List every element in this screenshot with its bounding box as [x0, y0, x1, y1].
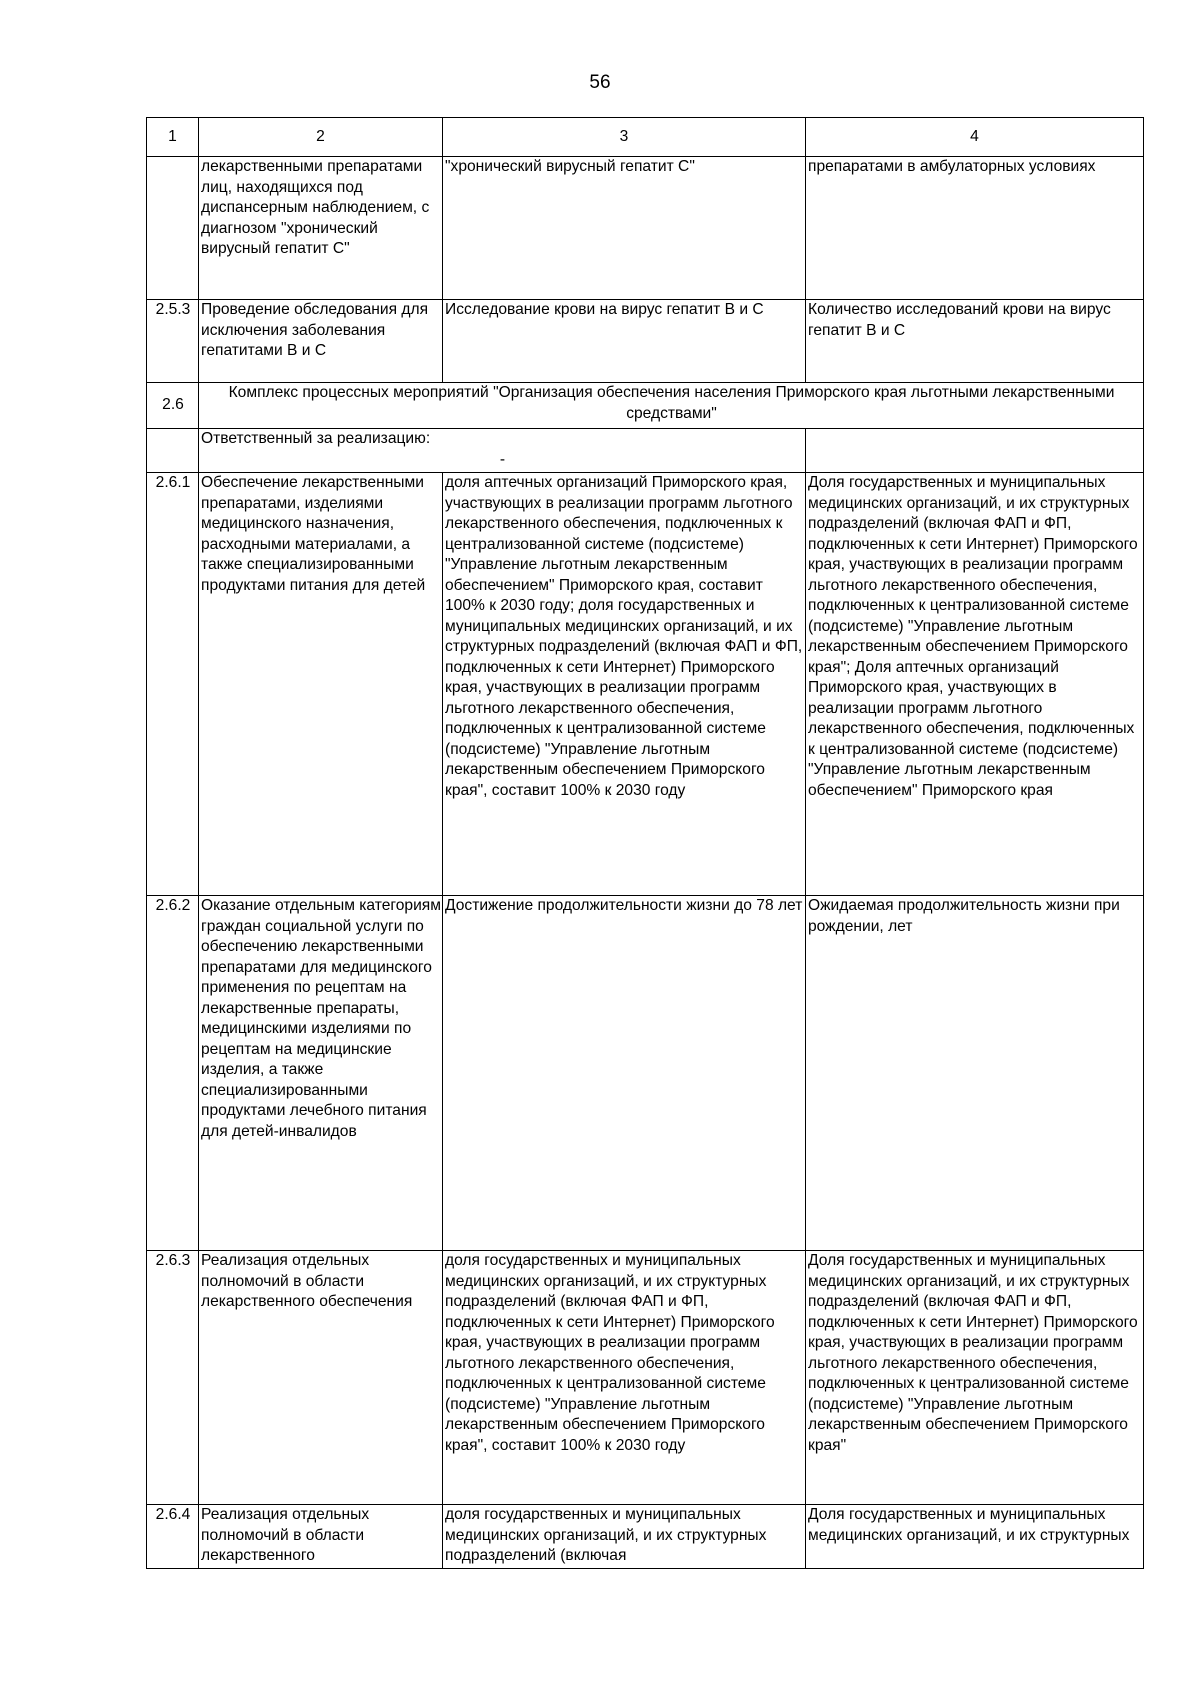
section-title: Комплекс процессных мероприятий "Организация обеспечения населения Приморского края льготными лекарственными средствами"	[199, 383, 1144, 429]
responsible-value: -	[499, 450, 506, 468]
table-row	[147, 896, 1144, 1251]
measures-table	[146, 117, 1144, 1569]
indicator-cell: Доля государственных и муниципальных медицинских организаций, и их структурных подразделений (включая ФАП и ФП, подключенных к сети Интернет) Приморского края, участвующих в реализации программ льготного лекарственного обеспечения, подключенных к централизованной системе (подсистеме) "Управление льготным лекарственным обеспечением Приморского края"	[806, 1251, 1144, 1505]
column-header: 1	[147, 118, 199, 157]
responsible-row	[147, 429, 1144, 473]
indicator-cell: Доля государственных и муниципальных медицинских организаций, и их структурных подразделений (включая ФАП и ФП, подключенных к сети Интернет) Приморского края, участвующих в реализации программ льготного лекарственного обеспечения, подключенных к централизованной системе (подсистеме) "Управление льготным лекарственным обеспечением Приморского края"; Доля аптечных организаций Приморского края, участвующих в реализации программ льготного лекарственного обеспечения, подключенных к централизованной системе (подсистеме) "Управление льготным лекарственным обеспечением" Приморского края	[806, 473, 1144, 896]
column-header: 3	[443, 118, 806, 157]
row-number: 2.5.3	[147, 300, 199, 383]
result-cell: доля государственных и муниципальных медицинских организаций, и их структурных подразделений (включая ФАП и ФП, подключенных к сети Интернет) Приморского края, участвующих в реализации программ льготного лекарственного обеспечения, подключенных к централизованной системе (подсистеме) "Управление льготным лекарственным обеспечением Приморского края", составит 100% к 2030 году	[443, 1251, 806, 1505]
row-number: 2.6.3	[147, 1251, 199, 1505]
activity-cell: Оказание отдельным категориям граждан социальной услуги по обеспечению лекарственными препаратами для медицинского применения по рецептам на лекарственные препараты, медицинскими изделиями по рецептам на медицинские изделия, а также специализированными продуктами лечебного питания для детей-инвалидов	[199, 896, 443, 1251]
table-row	[147, 1505, 1144, 1569]
row-number: 2.6.4	[147, 1505, 199, 1569]
activity-cell: Реализация отдельных полномочий в области лекарственного обеспечения	[199, 1251, 443, 1505]
responsible-cell	[199, 429, 806, 473]
column-header: 2	[199, 118, 443, 157]
result-cell: Исследование крови на вирус гепатит В и С	[443, 300, 806, 383]
row-number: 2.6.1	[147, 473, 199, 896]
indicator-cell: Количество исследований крови на вирус гепатит В и С	[806, 300, 1144, 383]
activity-cell: лекарственными препаратами лиц, находящихся под диспансерным наблюдением, с диагнозом "хронический вирусный гепатит С"	[199, 157, 443, 300]
column-header: 4	[806, 118, 1144, 157]
result-cell: доля аптечных организаций Приморского края, участвующих в реализации программ льготного лекарственного обеспечения, подключенных к централизованной системе (подсистеме) "Управление льготным лекарственным обеспечением" Приморского края, составит 100% к 2030 году; доля государственных и муниципальных медицинских организаций, и их структурных подразделений (включая ФАП и ФП, подключенных к сети Интернет) Приморского края, участвующих в реализации программ льготного лекарственного обеспечения, подключенных к централизованной системе (подсистеме) "Управление льготным лекарственным обеспечением Приморского края", составит 100% к 2030 году	[443, 473, 806, 896]
page-number: 56	[589, 72, 611, 93]
activity-cell: Обеспечение лекарственными препаратами, изделиями медицинского назначения, расходными материалами, а также специализированными продуктами питания для детей	[199, 473, 443, 896]
table-row	[147, 473, 1144, 896]
indicator-cell: Доля государственных и муниципальных медицинских организаций, и их структурных	[806, 1505, 1144, 1569]
activity-cell: Реализация отдельных полномочий в области лекарственного	[199, 1505, 443, 1569]
table-row	[147, 157, 1144, 300]
indicator-cell: Ожидаемая продолжительность жизни при рождении, лет	[806, 896, 1144, 1251]
empty-cell	[806, 429, 1144, 473]
row-number	[147, 157, 199, 300]
column-header-row	[147, 118, 1144, 157]
result-cell: "хронический вирусный гепатит С"	[443, 157, 806, 300]
activity-cell: Проведение обследования для исключения заболевания гепатитами В и С	[199, 300, 443, 383]
row-number: 2.6.2	[147, 896, 199, 1251]
table-row	[147, 300, 1144, 383]
section-number: 2.6	[147, 383, 199, 429]
result-cell: Достижение продолжительности жизни до 78 лет	[443, 896, 806, 1251]
responsible-label: Ответственный за реализацию:	[201, 430, 431, 447]
indicator-cell: препаратами в амбулаторных условиях	[806, 157, 1144, 300]
result-cell: доля государственных и муниципальных медицинских организаций, и их структурных подразделений (включая	[443, 1505, 806, 1569]
table-row	[147, 1251, 1144, 1505]
section-header-row	[147, 383, 1144, 429]
empty-cell	[147, 429, 199, 473]
